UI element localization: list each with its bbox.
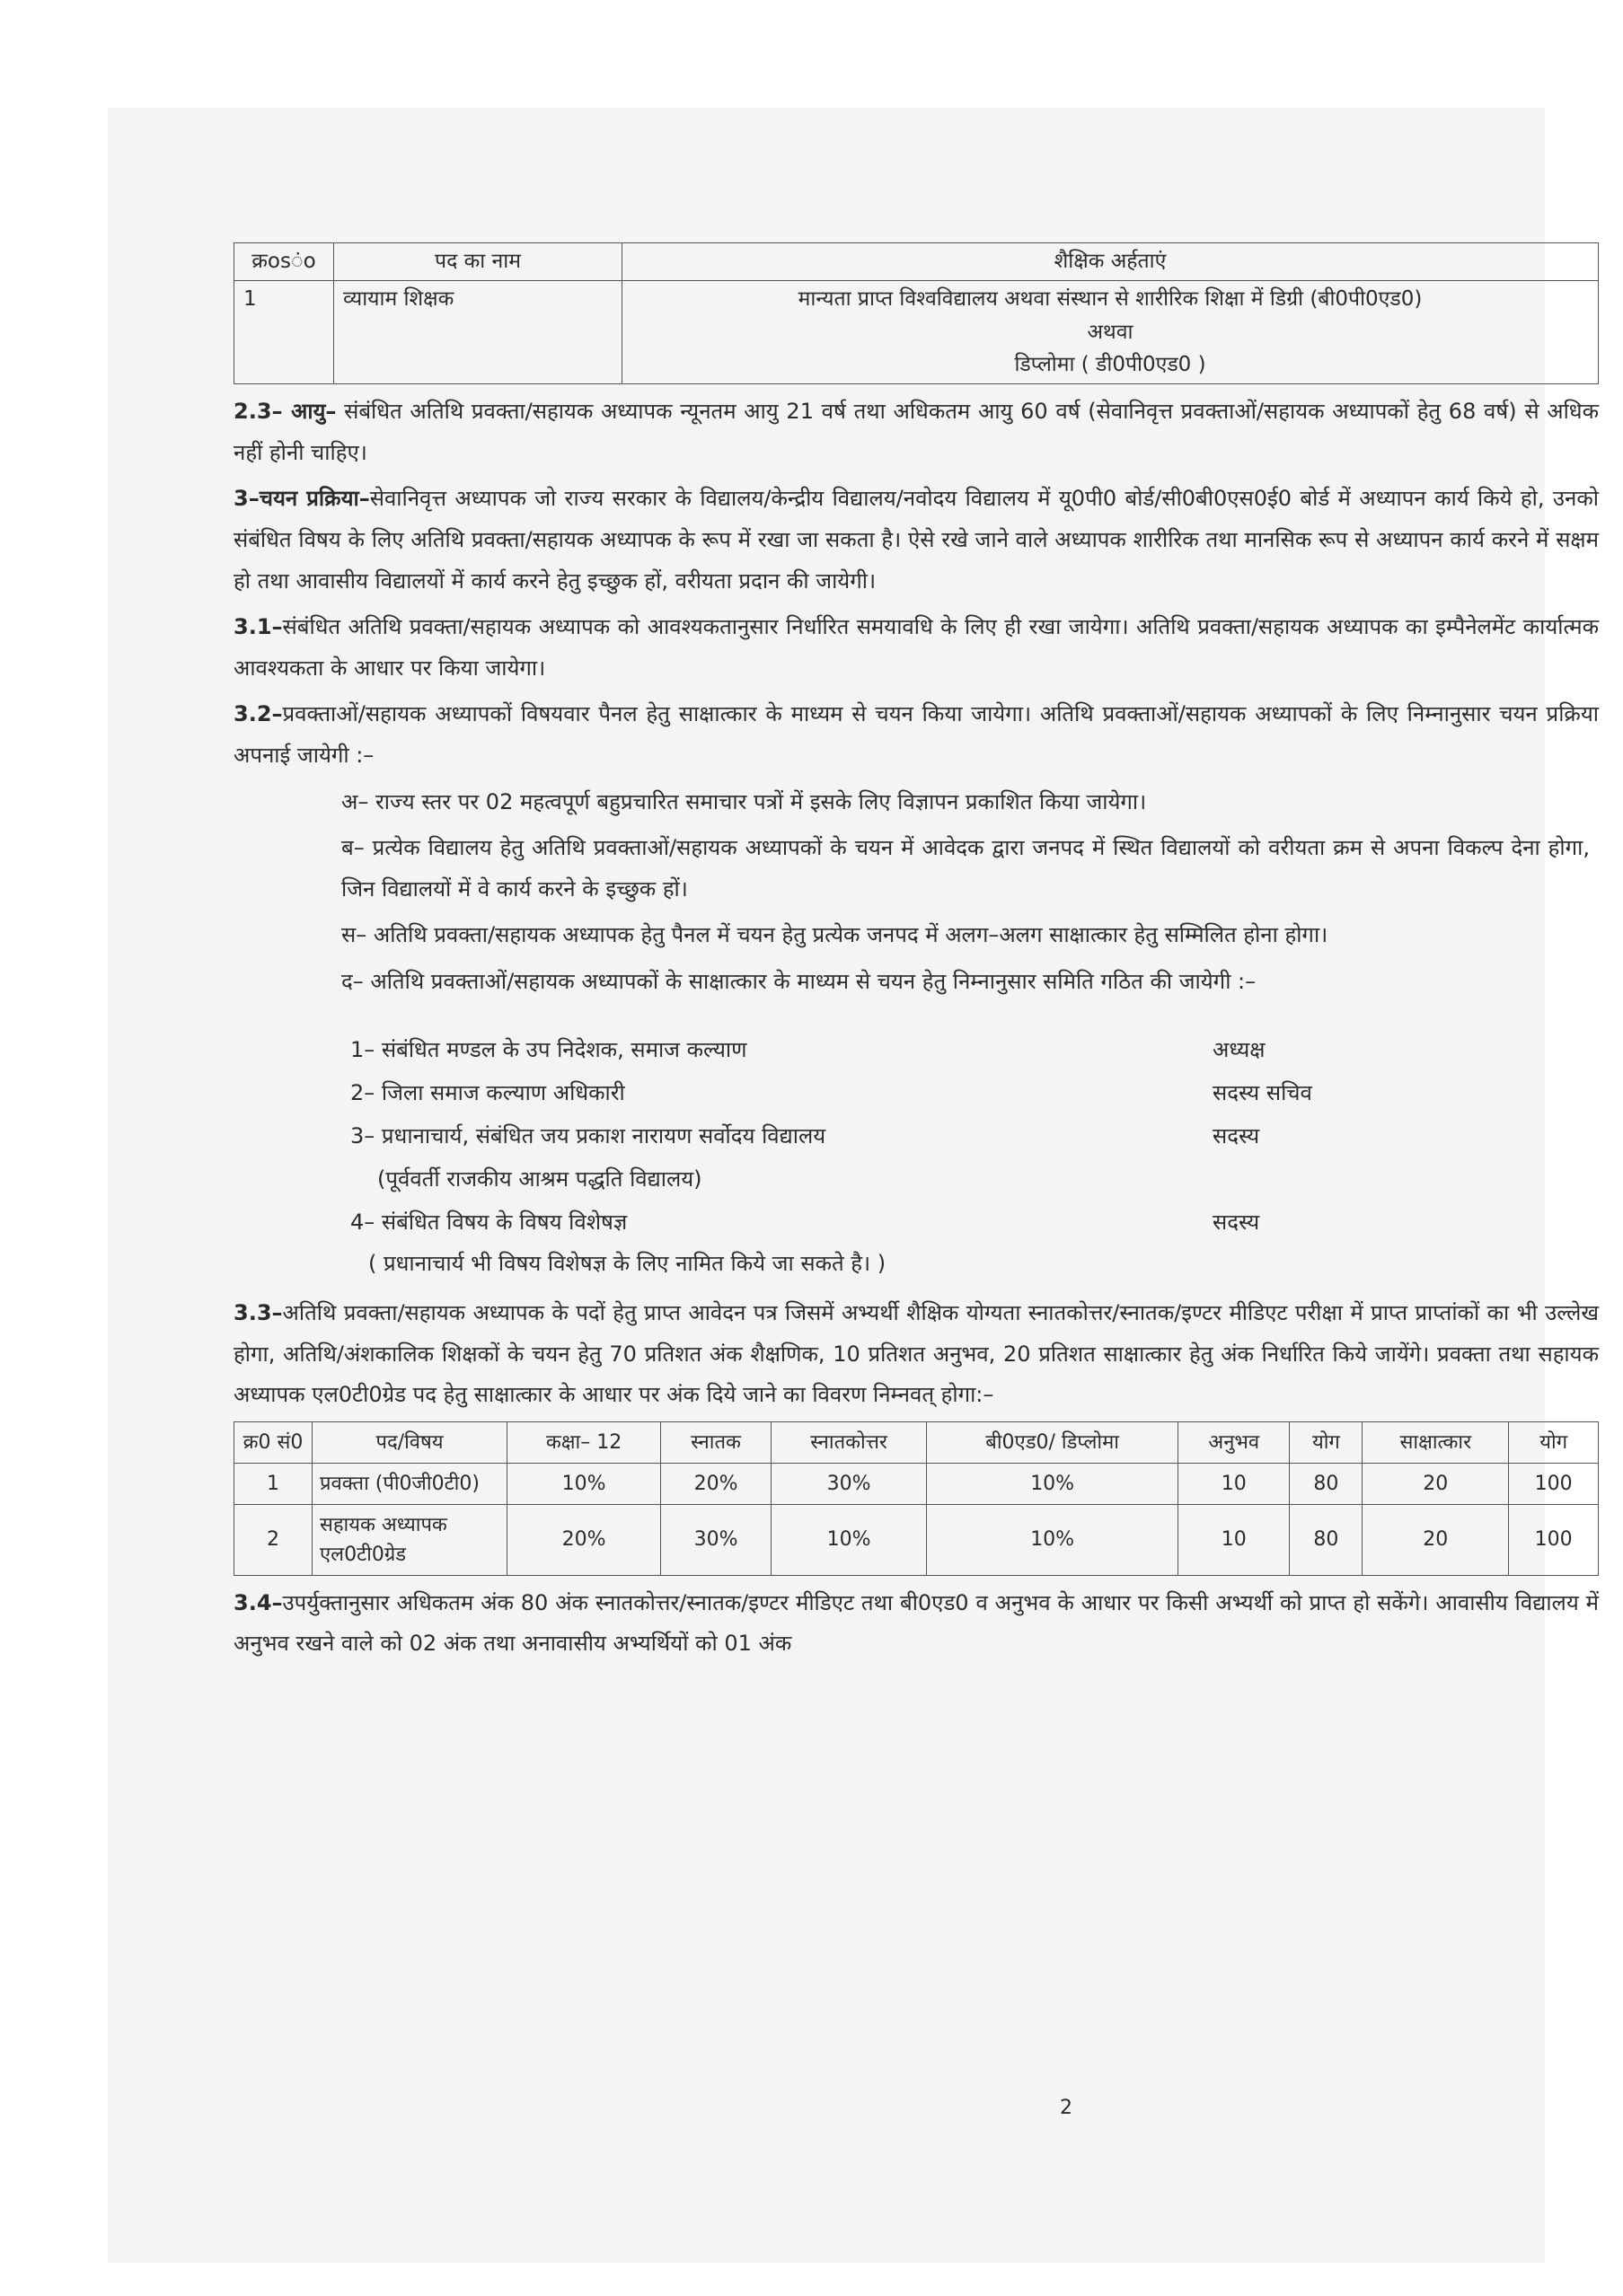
sub-point-d: द– अतिथि प्रवक्ताओं/सहायक अध्यापकों के साक्षात्कार के माध्यम से चयन हेतु निम्नानुसार समिति गठित की जायेगी :– — [341, 968, 1257, 994]
para-3 — [234, 479, 1599, 602]
marks-header: पद/विषय — [313, 1421, 507, 1463]
table-cell: 20 — [1363, 1463, 1509, 1504]
para-3-heading: 3–चयन प्रक्रिया– — [234, 486, 370, 512]
committee-list — [234, 1028, 1599, 1285]
page-number: 2 — [1060, 2097, 1072, 2119]
para-3-4-text: उपर्युक्तानुसार अधिकतम अंक 80 अंक स्नातकोत्तर/स्नातक/इण्टर मीडिएट तथा बी0एड0 व अनुभव के आधार पर किसी अभ्यर्थी को प्राप्त हो सकेंगे। आवासीय विद्यालय में अनुभव रखने वाले को 02 अंक तथा अनावासीय अभ्यर्थियों को 01 अंक — [234, 1589, 1599, 1657]
para-3-3 — [234, 1293, 1599, 1416]
table-cell: 20 — [1363, 1504, 1509, 1575]
marks-table — [234, 1421, 1599, 1576]
marks-header: क्र0 सं0 — [234, 1421, 313, 1463]
table-cell: 80 — [1290, 1504, 1363, 1575]
table-row — [234, 280, 1599, 383]
para-3-1-heading: 3.1– — [234, 614, 283, 640]
document-content — [234, 242, 1599, 1670]
committee-role — [1213, 1157, 1599, 1201]
table-cell: 30% — [771, 1463, 926, 1504]
table-cell: 10 — [1178, 1463, 1290, 1504]
table-cell: 20% — [507, 1504, 661, 1575]
sub-point-b: ब– प्रत्येक विद्यालय हेतु अतिथि प्रवक्ताओं/सहायक अध्यापकों के चयन में आवेदक द्वारा जनपद में स्थित विद्यालयों को वरीयता क्रम से अपना विकल्प देना होगा, जिन विद्यालयों में वे कार्य करने के इच्छुक हों। — [341, 835, 1590, 902]
para-2-3 — [234, 391, 1599, 473]
para-3-4-heading: 3.4– — [234, 1589, 283, 1615]
table-cell: 10% — [507, 1463, 661, 1504]
para-3-3-text: अतिथि प्रवक्ता/सहायक अध्यापक के पदों हेतु प्राप्त आवेदन पत्र जिसमें अभ्यर्थी शैक्षिक योग्यता स्नातकोत्तर/स्नातक/इण्टर मीडिएट परीक्षा में प्राप्त प्राप्तांकों का भी उल्लेख होगा, अतिथि/अंशकालिक शिक्षकों के चयन हेतु 70 प्रतिशत अंक शैक्षणिक, 10 प्रतिशत अनुभव, 20 प्रतिशत साक्षात्कार हेतु अंक निर्धारित किये जायेंगे। प्रवक्ता तथा सहायक अध्यापक एल0टी0ग्रेड पद हेतु साक्षात्कार के आधार पर अंक दिये जाने का विवरण निम्नवत् होगा:– — [234, 1300, 1600, 1408]
para-3-1 — [234, 607, 1599, 689]
table-cell: 10% — [927, 1504, 1178, 1575]
marks-header: योग — [1290, 1421, 1363, 1463]
table-cell: 10% — [771, 1504, 926, 1575]
committee-role: अध्यक्ष — [1213, 1036, 1266, 1062]
marks-header: बी0एड0/ डिप्लोमा — [927, 1421, 1178, 1463]
para-3-3-heading: 3.3– — [234, 1300, 283, 1326]
marks-header: स्नातकोत्तर — [771, 1421, 926, 1463]
qual-header-post: पद का नाम — [334, 243, 622, 281]
committee-member: 4– संबंधित विषय के विषय विशेषज्ञ — [350, 1209, 628, 1235]
committee-role: सदस्य — [1213, 1122, 1260, 1148]
qual-line-3: डिप्लोमा ( डी0पी0एड0 ) — [1014, 353, 1206, 377]
marks-header: अनुभव — [1178, 1421, 1290, 1463]
qualification-table — [234, 242, 1599, 384]
marks-header: स्नातक — [661, 1421, 772, 1463]
para-2-3-text: संबंधित अतिथि प्रवक्ता/सहायक अध्यापक न्यूनतम आयु 21 वर्ष तथा अधिकतम आयु 60 वर्ष (सेवानिवृत्त प्रवक्ताओं/सहायक अध्यापकों हेतु 68 वर्ष) से अधिक नहीं होनी चाहिए। — [234, 399, 1600, 465]
marks-header: साक्षात्कार — [1363, 1421, 1509, 1463]
table-cell: 80 — [1290, 1463, 1363, 1504]
table-cell: सहायक अध्यापक एल0टी0ग्रेड — [313, 1504, 507, 1575]
table-row — [234, 1463, 1599, 1504]
para-3-4 — [234, 1583, 1599, 1665]
list-item — [234, 1071, 1599, 1114]
table-cell: 20% — [661, 1463, 772, 1504]
para-3-1-text: संबंधित अतिथि प्रवक्ता/सहायक अध्यापक को आवश्यकतानुसार निर्धारित समयावधि के लिए ही रखा जायेगा। अतिथि प्रवक्ता/सहायक अध्यापक का इम्पैनेलमेंट कार्यात्मक आवश्यकता के आधार पर किया जायेगा। — [234, 614, 1599, 681]
qual-line-1: मान्यता प्राप्त विश्वविद्यालय अथवा संस्थान से शारीरिक शिक्षा में डिग्री (बी0पी0एड0) — [798, 286, 1423, 311]
qual-header-sno: क्रosंo — [234, 243, 334, 281]
committee-note: ( प्रधानाचार्य भी विषय विशेषज्ञ के लिए नामित किये जा सकते है। ) — [368, 1250, 886, 1276]
para-3-2-heading: 3.2– — [234, 701, 283, 727]
list-item — [234, 1028, 1599, 1071]
committee-role: सदस्य — [1213, 1209, 1260, 1235]
marks-header: कक्षा– 12 — [507, 1421, 661, 1463]
qual-cell-post: व्यायाम शिक्षक — [334, 280, 622, 383]
qual-line-2: अथवा — [1087, 320, 1133, 344]
table-row — [234, 1504, 1599, 1575]
sub-point-a: अ– राज्य स्तर पर 02 महत्वपूर्ण बहुप्रचारित समाचार पत्रों में इसके लिए विज्ञापन प्रकाशित किया जायेगा। — [341, 788, 1147, 814]
list-item — [234, 1157, 1599, 1201]
committee-member: 2– जिला समाज कल्याण अधिकारी — [350, 1079, 625, 1105]
list-item — [234, 1201, 1599, 1244]
para-2-3-heading: 2.3– आयु– — [234, 399, 337, 425]
committee-member: 3– प्रधानाचार्य, संबंधित जय प्रकाश नारायण सर्वोदय विद्यालय — [350, 1122, 826, 1148]
para-3-2-text: प्रवक्ताओं/सहायक अध्यापकों विषयवार पैनल हेतु साक्षात्कार के माध्यम से चयन किया जायेगा। अतिथि प्रवक्ताओं/सहायक अध्यापकों के लिए निम्नानुसार चयन प्रक्रिया अपनाई जायेगी :– — [234, 701, 1599, 768]
table-cell: प्रवक्ता (पी0जी0टी0) — [313, 1463, 507, 1504]
committee-role: सदस्य सचिव — [1213, 1079, 1312, 1105]
list-item — [234, 1114, 1599, 1157]
qual-cell-qualification — [622, 280, 1599, 383]
table-cell: 10 — [1178, 1504, 1290, 1575]
committee-member: (पूर्ववर्ती राजकीय आश्रम पद्धति विद्यालय) — [377, 1166, 702, 1192]
marks-header-row — [234, 1421, 1599, 1463]
sub-point-c: स– अतिथि प्रवक्ता/सहायक अध्यापक हेतु पैनल में चयन हेतु प्रत्येक जनपद में अलग–अलग साक्षात्कार हेतु सम्मिलित होना होगा। — [341, 922, 1328, 948]
para-3-text: सेवानिवृत्त अध्यापक जो राज्य सरकार के विद्यालय/केन्द्रीय विद्यालय/नवोदय विद्यालय में यू0पी0 बोर्ड/सी0बी0एस0ई0 बोर्ड में अध्यापन कार्य किये हो, उनको संबंधित विषय के लिए अतिथि प्रवक्ता/सहायक अध्यापक के रूप में रखा जा सकता है। ऐसे रखे जाने वाले अध्यापक शारीरिक तथा मानसिक रूप से अध्यापन कार्य करने में सक्षम हो तथा आवासीय विद्यालयों में कार्य करने हेतु इच्छुक हों, वरीयता प्रदान की जायेगी। — [234, 486, 1599, 594]
table-cell: 100 — [1509, 1504, 1599, 1575]
table-cell: 10% — [927, 1463, 1178, 1504]
document-page — [108, 108, 1600, 2263]
para-3-2 — [234, 694, 1599, 776]
qual-header-qualification: शैक्षिक अर्हताएं — [622, 243, 1599, 281]
qual-cell-sno: 1 — [234, 280, 334, 383]
marks-header: योग — [1509, 1421, 1599, 1463]
committee-member: 1– संबंधित मण्डल के उप निदेशक, समाज कल्याण — [350, 1036, 747, 1062]
table-cell: 30% — [661, 1504, 772, 1575]
table-cell: 2 — [234, 1504, 313, 1575]
table-cell: 1 — [234, 1463, 313, 1504]
table-cell: 100 — [1509, 1463, 1599, 1504]
